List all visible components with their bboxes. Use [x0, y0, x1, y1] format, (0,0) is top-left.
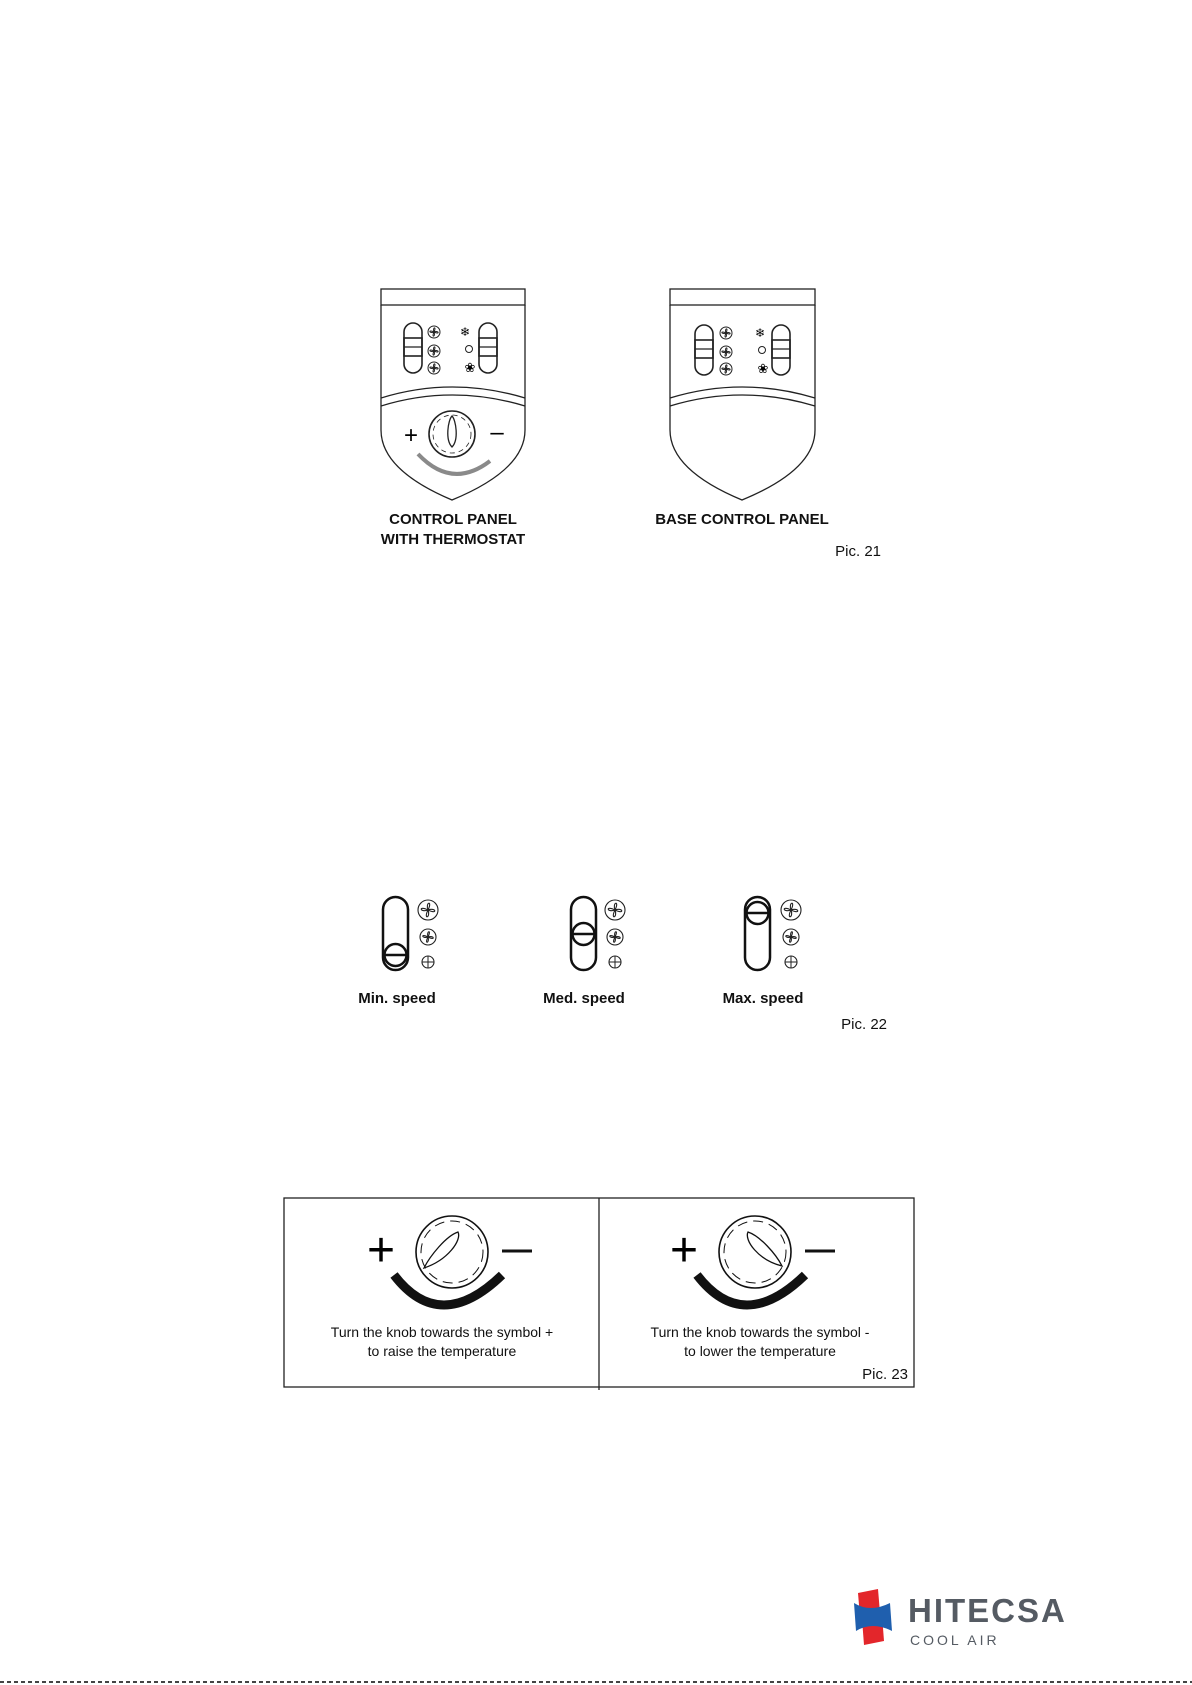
- fan-icon: [428, 362, 440, 374]
- speed-min: [358, 897, 438, 1007]
- fan-high-icon: [418, 900, 438, 920]
- fan-icon: [720, 327, 732, 339]
- logo-name: HITECSA: [908, 1592, 1067, 1629]
- snowflake-icon: ❄: [459, 325, 471, 339]
- hitecsa-logo: [850, 1585, 1110, 1655]
- minus-symbol: –: [490, 419, 504, 446]
- pic23-figure: [0, 1190, 1192, 1390]
- pic23-label: Pic. 23: [862, 1366, 908, 1383]
- sun-icon: ❀: [757, 361, 769, 376]
- thermostat-knob: [416, 1216, 488, 1288]
- raise-caption-1: Turn the knob towards the symbol +: [330, 1324, 554, 1340]
- speed-label-max: Max. speed: [722, 990, 804, 1007]
- panel-thermostat-label-1: CONTROL PANEL: [389, 511, 517, 528]
- thermostat-knob: [429, 411, 475, 457]
- fan-high-icon: [781, 900, 801, 920]
- fan-medium-icon: [420, 929, 436, 945]
- pic22-label: Pic. 22: [841, 1016, 887, 1033]
- lower-caption-2: to lower the temperature: [684, 1343, 836, 1359]
- thermostat-knob: [719, 1216, 791, 1288]
- page-bottom-dashed-line: [0, 1681, 1192, 1683]
- plus-symbol: +: [366, 1224, 396, 1277]
- mode-switch: [772, 325, 790, 375]
- speed-label-med: Med. speed: [543, 990, 625, 1007]
- pic22-figure: [0, 870, 1192, 1040]
- fan-low-icon: [609, 956, 621, 968]
- raise-caption-2: to raise the temperature: [367, 1343, 517, 1359]
- fan-icon: [428, 326, 440, 338]
- mode-icons: [460, 325, 476, 375]
- mode-icons: [755, 326, 769, 376]
- base-control-panel: [655, 289, 829, 528]
- sun-icon: ❀: [464, 360, 476, 375]
- speed-label-min: Min. speed: [358, 990, 436, 1007]
- speed-max: [723, 897, 804, 1007]
- fan-icon: [720, 363, 732, 375]
- speed-med: [543, 897, 625, 1007]
- pic21-label: Pic. 21: [835, 543, 881, 560]
- fan-medium-icon: [607, 929, 623, 945]
- fan-icon: [720, 346, 732, 358]
- fan-icon: [428, 345, 440, 357]
- fan-speed-switch: [695, 325, 713, 375]
- plus-symbol: +: [669, 1224, 699, 1277]
- fan-high-icon: [605, 900, 625, 920]
- pic21-figure: [0, 0, 1192, 580]
- knob-raise-panel: [331, 1216, 553, 1359]
- logo-mark-icon: [854, 1589, 892, 1645]
- mode-switch: [479, 323, 497, 373]
- lower-caption-1: Turn the knob towards the symbol -: [650, 1324, 870, 1340]
- snowflake-icon: ❄: [754, 326, 766, 340]
- control-panel-thermostat: [381, 289, 525, 548]
- knob-lower-panel: [651, 1216, 870, 1359]
- fan-low-icon: [785, 956, 797, 968]
- logo-tagline: COOL AIR: [910, 1632, 1000, 1648]
- panel-thermostat-label-2: WITH THERMOSTAT: [380, 531, 526, 548]
- fan-low-icon: [422, 956, 434, 968]
- fan-medium-icon: [783, 929, 799, 945]
- fan-speed-switch: [404, 323, 422, 373]
- panel-base-label: BASE CONTROL PANEL: [655, 511, 829, 528]
- plus-symbol: +: [403, 422, 419, 449]
